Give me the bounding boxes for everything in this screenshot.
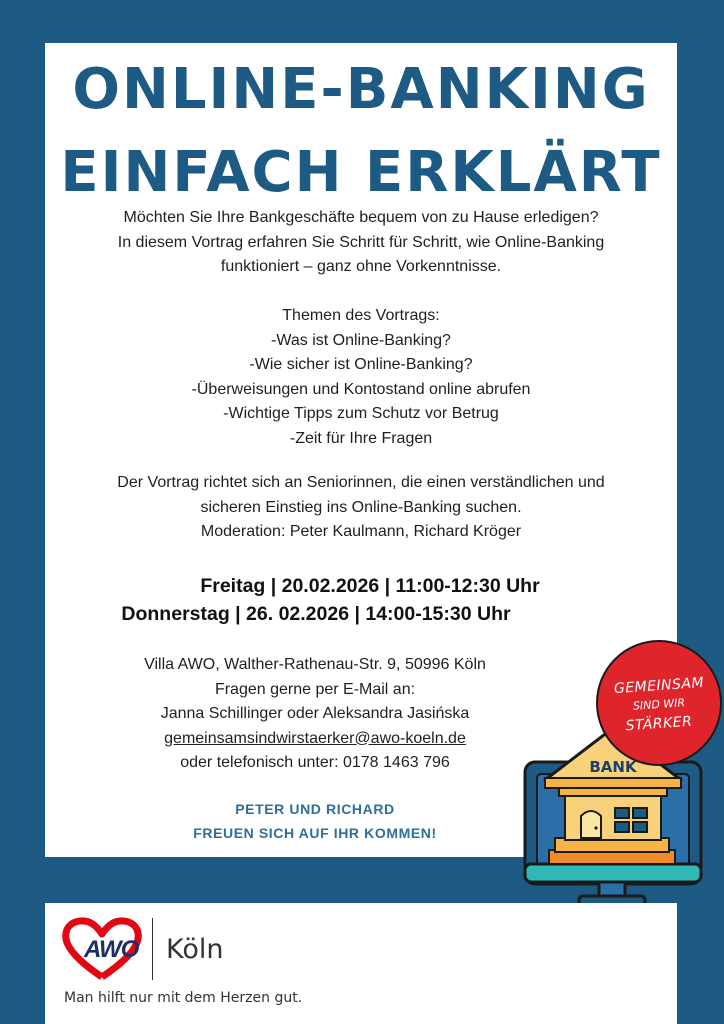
title-line-1: ONLINE-BANKING: [72, 57, 650, 122]
closing-message: [45, 797, 589, 845]
event-dates: [45, 572, 677, 628]
closing-line-2: FREUEN SICH AUF IHR KOMMEN!: [193, 825, 437, 841]
audience-line: Der Vortrag richtet sich an Seniorinnen, die einen verständlichen und: [117, 474, 605, 491]
event-date-2: Donnerstag | 26. 02.2026 | 14:00-15:30 Uhr: [121, 603, 511, 625]
badge-line-1: GEMEINSAM: [613, 674, 705, 698]
badge-line-2: SIND WIR: [632, 696, 686, 713]
topic-item: -Zeit für Ihre Fragen: [289, 429, 433, 447]
venue-address: Villa AWO, Walther-Rathenau-Str. 9, 50996 Köln: [144, 656, 486, 673]
logo-city: Köln: [166, 934, 224, 965]
topic-item: -Überweisungen und Kontostand online abrufen: [191, 380, 531, 398]
intro-line: Möchten Sie Ihre Bankgeschäfte bequem von zu Hause erledigen?: [123, 209, 599, 226]
intro-line: In diesem Vortrag erfahren Sie Schritt für Schritt, wie Online-Banking: [117, 233, 605, 251]
badge-line-3: STÄRKER: [625, 713, 693, 735]
topic-item: -Was ist Online-Banking?: [271, 331, 451, 349]
closing-line-1: PETER UND RICHARD: [235, 801, 395, 817]
topic-item: -Wichtige Tipps zum Schutz vor Betrug: [223, 405, 499, 422]
topic-item: -Wie sicher ist Online-Banking?: [249, 356, 473, 373]
title-line-2: EINFACH ERKLÄRT: [60, 140, 662, 205]
bank-sign-label: BANK: [589, 758, 637, 776]
audience-paragraph: [45, 471, 677, 545]
email-link[interactable]: gemeinsamsindwirstaerker@awo-koeln.de: [164, 729, 466, 747]
event-date-1: Freitag | 20.02.2026 | 11:00-12:30 Uhr: [200, 575, 540, 597]
topics-list: [45, 304, 677, 451]
contact-names: Janna Schillinger oder Aleksandra Jasińska: [160, 705, 470, 722]
phone-line: oder telefonisch unter: 0178 1463 796: [180, 754, 450, 771]
moderation-line: Moderation: Peter Kaulmann, Richard Kröger: [200, 523, 522, 540]
intro-paragraph: [45, 206, 677, 280]
topics-heading: Themen des Vortrags:: [282, 307, 440, 324]
awo-brand-text: AWO: [84, 936, 139, 963]
slogan-badge: [596, 640, 722, 766]
venue-contact: [45, 653, 585, 776]
audience-line: sicheren Einstieg ins Online-Banking suchen.: [200, 498, 522, 516]
intro-line: funktioniert – ganz ohne Vorkenntnisse.: [220, 258, 502, 275]
logo-divider: [152, 918, 153, 980]
footer-slogan: Man hilft nur mit dem Herzen gut.: [64, 990, 303, 1006]
questions-line: Fragen gerne per E-Mail an:: [214, 680, 416, 698]
